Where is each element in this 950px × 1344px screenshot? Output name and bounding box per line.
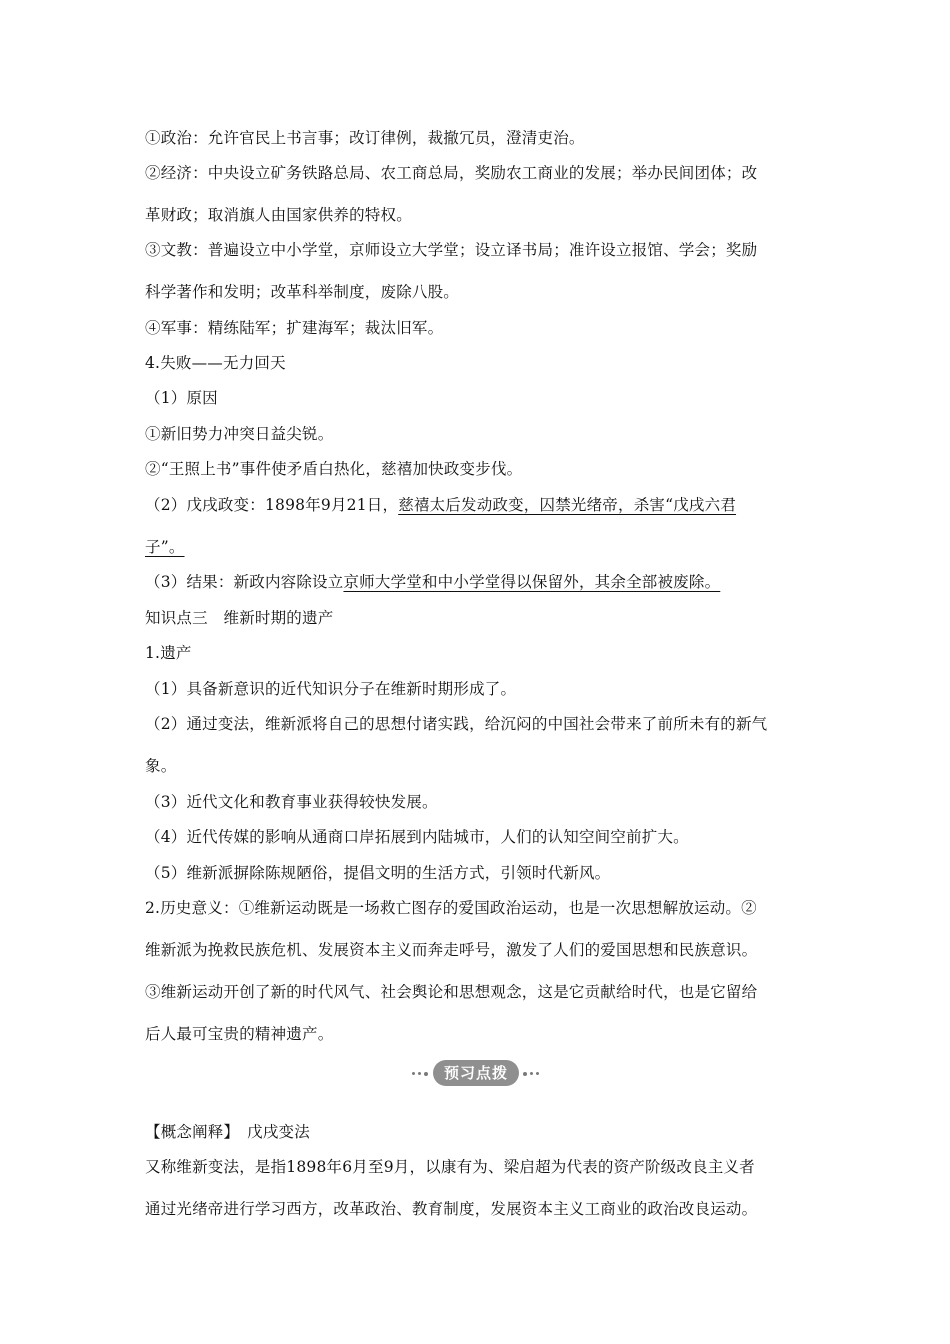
concept-heading: 【概念阐释】 戊戌变法 [145,1123,310,1141]
text-line-reason-1: ①新旧势力冲突日益尖锐。 [145,425,334,443]
text-line-legacy-2: （2）通过变法，维新派将自己的思想付诸实践，给沉闷的中国社会带来了前所未有的新气 [145,715,768,733]
text-line-significance-3: ③维新运动开创了新的时代风气、社会舆论和思想观念，这是它贡献给时代，也是它留给 [145,983,758,1001]
subheading-reasons: （1）原因 [145,389,218,407]
text-line-significance: 2.历史意义：①维新运动既是一场救亡图存的爱国政治运动，也是一次思想解放运动。② [145,899,757,917]
subheading-legacy: 1.遗产 [145,644,192,662]
section-divider [0,1060,950,1086]
result-underlined-answer: 京师大学堂和中小学堂得以保留外，其余全部被废除。 [343,573,721,591]
text-line-significance-4: 后人最可宝贵的精神遗产。 [145,1025,334,1043]
text-line-economy: ②经济：中央设立矿务铁路总局、农工商总局，奖励农工商业的发展；举办民间团体；改 [145,164,758,182]
text-line-legacy-1: （1）具备新意识的近代知识分子在维新时期形成了。 [145,680,517,698]
text-line-legacy-3: （3）近代文化和教育事业获得较快发展。 [145,793,438,811]
text-line-significance-2: 维新派为挽救民族危机、发展资本主义而奔走呼号，激发了人们的爱国思想和民族意识。 [145,941,758,959]
text-line-economy-cont: 革财政；取消旗人由国家供养的特权。 [145,206,412,224]
section-heading-knowledge-3: 知识点三 维新时期的遗产 [145,609,334,627]
coup-underlined-answer-cont: 子”。 [145,538,185,556]
coup-underlined-answer: 慈禧太后发动政变，囚禁光绪帝，杀害“戊戌六君 [398,496,737,514]
text-line-legacy-5: （5）维新派摒除陈规陋俗，提倡文明的生活方式，引领时代新风。 [145,864,611,882]
result-prefix: （3）结果：新政内容除设立 [145,573,344,591]
concept-text-line-2: 通过光绪帝进行学习西方，改革政治、教育制度，发展资本主义工商业的政治改良运动。 [145,1200,758,1218]
text-line-legacy-4: （4）近代传媒的影响从通商口岸拓展到内陆城市，人们的认知空间空前扩大。 [145,828,689,846]
text-line-reason-2: ②“王照上书”事件使矛盾白热化，慈禧加快政变步伐。 [145,460,523,478]
text-line-politics: ①政治：允许官民上书言事；改订律例，裁撤冗员，澄清吏治。 [145,129,585,147]
text-line-coup-cont [145,536,825,558]
text-line-legacy-2-cont: 象。 [145,757,177,775]
text-line-education: ③文教：普遍设立中小学堂，京师设立大学堂；设立译书局；准许设立报馆、学会；奖励 [145,241,758,259]
concept-text-line-1: 又称维新变法，是指1898年6月至9月，以康有为、梁启超为代表的资产阶级改良主义者 [145,1158,755,1176]
coup-prefix: （2）戊戌政变：1898年9月21日， [145,496,399,514]
divider-dots-right [523,1072,542,1075]
text-line-education-cont: 科学著作和发明；改革科举制度，废除八股。 [145,283,460,301]
divider-dots-left [412,1072,431,1075]
preview-tips-badge: 预习点拨 [433,1060,519,1086]
section-heading-failure: 4.失败——无力回天 [145,354,286,372]
text-line-military: ④军事：精练陆军；扩建海军；裁汰旧军。 [145,319,444,337]
text-line-result [145,571,825,593]
text-line-coup [145,494,825,516]
